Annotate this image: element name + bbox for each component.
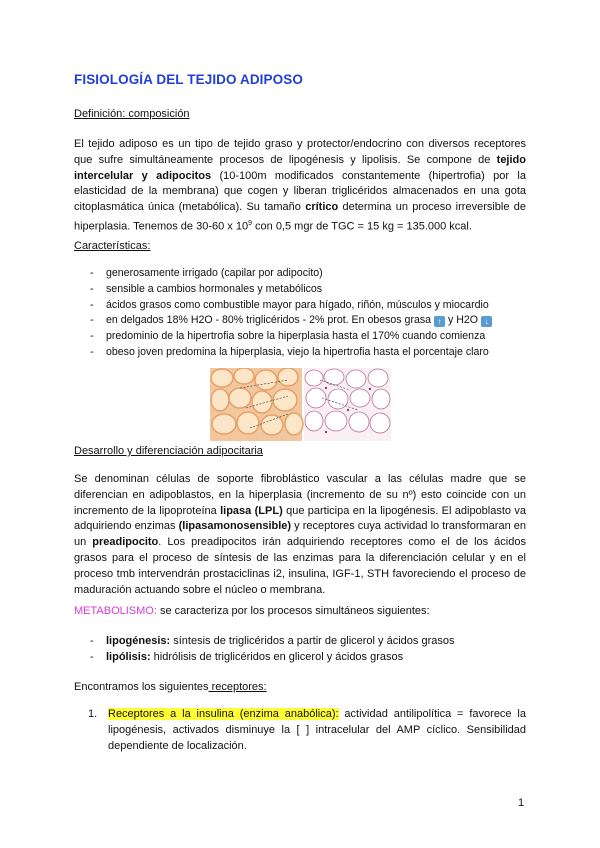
list-item — [74, 650, 534, 666]
receptores-list-item — [74, 707, 526, 754]
text-run: Encontramos los siguientes — [74, 681, 209, 693]
text-run: determina un proceso irreversible de hiperplasia. Tenemos de 30-60 x 10 — [74, 201, 527, 233]
term: lipólisis: — [106, 650, 151, 663]
text-run: en delgados 18% H2O - 80% triglicéridos - 2% prot. En obesos grasa — [106, 314, 432, 327]
text-run: (10-100m modificados constantemente (hipertrofia) por la elasticidad de la membrana) que cogen y liberan triglicéridos almacenados en una gota citoplasmática única (metabólica). Su tamaño — [74, 169, 526, 214]
text-run: y receptores cuya actividad lo transformaran en un — [74, 520, 526, 549]
list-item: - sensible a cambios hormonales y metabólicos — [74, 282, 534, 298]
text-run: síntesis de triglicéridos a partir de glicerol y ácidos grasos — [170, 635, 455, 647]
section-heading-desarrollo: Desarrollo y diferenciación adipocitaria — [74, 445, 263, 457]
list-number: 1. — [88, 708, 98, 720]
highlighted-run: Receptores a la insulina (enzima anabólica): — [108, 708, 339, 720]
underlined-run: receptores: — [208, 681, 267, 693]
text-run: . Los preadipocitos irán adquiriendo receptores como el de los ácidos grasos para el proceso de síntesis de las enzimas para la diferenciación celular y en el proceso tmb intervendrán prostaciclinas i2, insulina, IGF-1, STH favoreciendo el proceso de maduración actuando sobre el núcleo o membrana. — [74, 536, 526, 596]
term: lipogénesis: — [106, 635, 171, 647]
metabolismo-paragraph — [74, 604, 526, 620]
page-title: FISIOLOGÍA DEL TEJIDO ADIPOSO — [74, 72, 303, 87]
list-item: - predominio de la hipertrofia sobre la hiperplasia hasta el 170% cuando comienza — [74, 329, 534, 345]
bold-run: tejido intercelular y adipocitos — [74, 153, 526, 182]
section-heading-caracteristicas: Características: — [74, 240, 151, 252]
caracteristicas-list — [74, 266, 534, 361]
bold-run: preadipocito — [92, 536, 159, 549]
text-run: se caracteriza por los procesos simultáneos siguientes: — [156, 605, 430, 617]
list-item: - obeso joven predomina la hiperplasia, viejo la hipertrofia hasta el porcentaje claro — [74, 345, 534, 361]
text-run: con 0,5 mgr de TGC = 15 kg = 135.000 kcal. — [251, 220, 472, 233]
list-item — [74, 313, 534, 329]
adipose-tissue-micrograph — [210, 368, 391, 441]
metabolismo-list — [74, 634, 534, 666]
metabolismo-label: METABOLISMO: — [74, 605, 157, 617]
up-arrow-icon: ↑ — [434, 316, 445, 327]
text-run: El tejido adiposo es un tipo de tejido graso y protector/endocrino con diversos receptores que sufre simultáneamente procesos de lipogénesis y lipolisis. Se compone de — [74, 138, 526, 166]
bold-run: lipasa (LPL) — [220, 504, 283, 517]
text-run: Se denominan células de soporte fibroblástico vascular a las células madre que se diferencian en adipoblastos, en la hiperplasia (incremento de su nº) esto coincide con un incremento de la lipoproteína — [74, 473, 526, 517]
text-run: y H2O — [445, 314, 481, 327]
superscript: 9 — [248, 219, 252, 227]
text-run: que participa en la lipogénesis. El adipoblasto va adquiriendo enzimas — [74, 504, 526, 533]
bold-run: (lipasamonosensible) — [178, 520, 292, 533]
text-run: actividad antilipolítica = favorece la lipogénesis, activados disminuye la [ ] intracelular del AMP cíclico. Sensibilidad dependiente de localización. — [108, 708, 526, 752]
list-item-body — [74, 707, 526, 754]
bold-run: crítico — [305, 201, 339, 214]
receptores-intro — [74, 680, 526, 696]
list-item: - ácidos grasos como combustible mayor para hígado, riñón, músculos y miocardio — [74, 298, 534, 314]
text-run: hidrólisis de triglicéridos en glicerol y ácidos grasos — [150, 650, 404, 663]
definicion-paragraph — [74, 137, 526, 235]
down-arrow-icon: ↓ — [481, 316, 492, 327]
list-item: - generosamente irrigado (capilar por adipocito) — [74, 266, 534, 282]
page-number: 1 — [518, 797, 525, 809]
section-heading-definicion: Definición: composición — [74, 108, 190, 120]
list-item — [74, 634, 534, 650]
desarrollo-paragraph — [74, 472, 526, 598]
